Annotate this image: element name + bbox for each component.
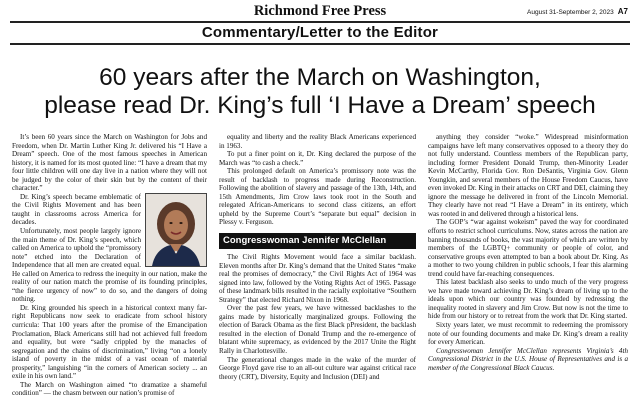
paragraph: It’s been 60 years since the March on Washington for Jobs and Freedom, when Dr. Martin Luther King Jr. delivered his “I Have a Dream” speech. One of the most famous speeches in American history, it is named for its most quoted line: “I have a dream that my four little children will one day live in a nation where they will not be judged by the color of their skin but by the content of their character.” <box>12 133 207 193</box>
paragraph: Dr. King’s speech became emblematic of the Civil Rights Movement and has been taught in classrooms across America for decades. <box>12 192 141 227</box>
section-rule <box>10 43 630 45</box>
paragraph: Over the past few years, we have witnessed backlashes to the gains made by historically marginalized groups. Following the election of Barack Obama as the first Black pPresident, the backlash resulted in the election of Donald Trump and the re-emergence of blatant white supremacy, as evidenced by the 2017 Unite the Right Rally in Charlottesville. <box>219 304 416 356</box>
paragraph: equality and liberty and the reality Black Americans experienced in 1963. <box>219 133 416 150</box>
headline-line-2: please read Dr. King’s full ‘I Have a Dream’ speech <box>44 92 596 119</box>
paragraph: Unfortunately, most people largely ignore the main theme of Dr. King’s speech, which called on America to uphold the “promissory note” etched into the Declaration of Independence that all men are created equal. He called on America to redress the inequity in our nation, make the reality of our nation match the promise of its founding principles, “the fierce urgency of now” to do so, and the dangers of doing nothing. <box>12 227 207 304</box>
author-bio: Congresswoman Jennifer McClellan represents Virginia’s 4th Congressional District in the U.S. House of Representatives and is a member of the Congressional Black Caucus. <box>428 346 628 372</box>
paragraph: This prolonged default on America’s promissory note was the result of backlash to progress made during Reconstruction. Following the abolition of slavery and passage of the 13th, 14th, and 15th Amendments, Jim Crow laws took root in the South and relegated African-Americans to second class citizens, an effort upheld by the Supreme Court’s “separate but equal” decision in Plessy v. Ferguson. <box>219 167 416 227</box>
photo-frame <box>145 193 207 265</box>
headline-line-1: 60 years after the March on Washington, <box>99 64 541 91</box>
paragraph: To put a finer point on it, Dr. King declared the purpose of the March was “to cash a check.” <box>219 150 416 167</box>
byline: Congresswoman Jennifer McClellan <box>219 233 416 249</box>
article-column-2 <box>219 133 416 401</box>
issue-date: August 31-September 2, 2023 <box>527 9 614 16</box>
page-number: A7 <box>617 7 628 16</box>
paragraph: anything they consider “woke.” Widespread misinformation campaigns have left many conservatives opposed to a theory they do not fully understand. Countless members of the Republican party, including former President Donald Trump, then-Minority Leader Kevin McCarthy, Florida Gov. Ron DeSantis, Virginia Gov. Glenn Youngkin, and several members of the House Freedom Caucus, have even invoked Dr. King in their attacks on CRT and DEI, claiming they ignore the message he delivered in front of the Lincoln Memorial. They clearly have not read “I Have a Dream” in its entirety, which was rooted in and delivered through a historical lens. <box>428 133 628 218</box>
issue-info <box>527 7 628 16</box>
paper-name: Richmond Free Press <box>253 3 387 19</box>
paragraph: Dr. King grounded his speech in a historical context many far-right Republicans now seek to eradicate from school history curricula: That 100 years after the promise of the Emancipation Proclamation, Black Americans still had not achieved full freedom and equality, but were “sadly crippled by the manacles of segregation and the chains of discrimination,” living “on a lonely island of poverty in the midst of a vast ocean of material prosperity,” languishing “in the corners of American society ... an exile in his own land.” <box>12 303 207 381</box>
masthead-rule <box>10 21 630 23</box>
masthead <box>0 0 640 22</box>
paragraph: This latest backlash also seeks to undo much of the very progress we have made toward achieving Dr. King’s dream of living up to the ideals upon which our country was founded by redressing the inequality rooted in slavery and Jim Crow. But now is not the time to hide from our history or to retreat from the work that Dr. King started. <box>428 278 628 321</box>
author-portrait-image <box>146 194 206 266</box>
paragraph: The GOP’s “war against wokeism” paved the way for coordinated efforts to restrict school curriculums. Now, states across the nation are banning thousands of books, the vast majority of which are written by members of the LGBTQ+ community or people of color, and conservative groups even attempted to ban a book about Dr. King. As a mother to two young children in public schools, I fear this alarming trend could have far-reaching consequences. <box>428 218 628 278</box>
paragraph: Sixty years later, we must recommit to redeeming the promissory note of our founding documents and make Dr. King’s dream a reality for every American. <box>428 321 628 347</box>
headline <box>20 64 620 120</box>
paragraph: The March on Washington aimed “to dramatize a shameful condition” — the chasm between our nation’s promise of <box>12 380 207 398</box>
article-column-3 <box>428 133 628 401</box>
author-photo <box>145 193 207 267</box>
paragraph: The Civil Rights Movement would face a similar backlash. Eleven months after Dr. King’s demand that the United States “make real the promises of democracy,” the Civil Rights Act of 1964 was signed into law, followed by the Voting Rights Act of 1965. Passage of these landmark bills resulted in the racially exploitative “Southern Strategy” that elected Richard Nixon in 1968. <box>219 253 416 304</box>
section-title: Commentary/Letter to the Editor <box>201 24 439 41</box>
article-column-1 <box>12 133 207 401</box>
paragraph: The generational changes made in the wake of the murder of George Floyd gave rise to an all-out culture war against critical race theory (CRT), Diversity, Equity and Inclusion (DEI) and <box>219 355 416 381</box>
